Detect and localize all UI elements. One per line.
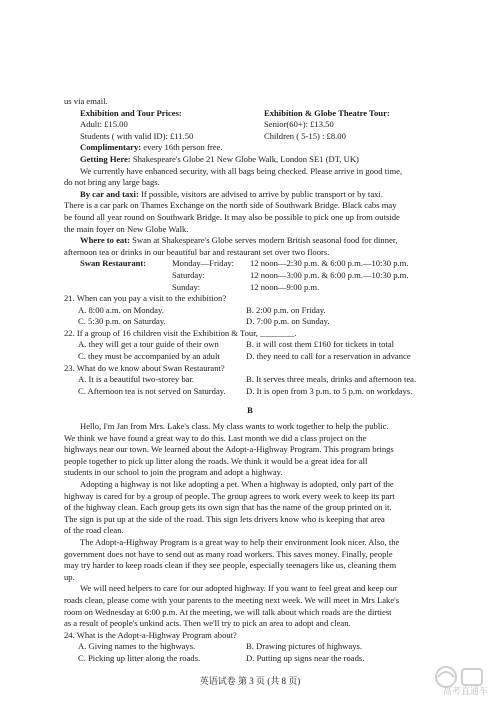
prices-header: [64, 108, 436, 120]
q22-option-a[interactable]: A. they will get a tour guide of their own: [78, 339, 219, 350]
q23-options-cd: [64, 386, 436, 398]
passage-line: up.: [64, 571, 75, 582]
q21-option-a[interactable]: A. 8:00 a.m. on Monday.: [78, 304, 164, 315]
foyer-line: the main foyer on New Globe Walk.: [64, 223, 189, 234]
q24-option-b[interactable]: B. Drawing pictures of highways.: [246, 641, 362, 652]
passage-line: government does not have to send out as many road workers. This saves money. Finally, people: [64, 548, 393, 559]
swan-time-1: 12 noon—2:30 p.m. & 6:00 p.m.—10:30 p.m.: [250, 258, 409, 269]
q22-option-c[interactable]: C. they must be accompanied by an adult: [78, 351, 220, 362]
q21-stem: 21. When can you pay a visit to the exhibition?: [64, 293, 227, 304]
q22-options-cd: [64, 351, 436, 363]
q22-option-d[interactable]: D. they need to call for a reservation in advance: [246, 351, 411, 362]
watermark-text: 高考直通车: [442, 687, 488, 698]
getting-here-line: [64, 154, 436, 166]
q23-option-b[interactable]: B. It serves three meals, drinks and afternoon tea.: [246, 374, 417, 385]
q24-option-c[interactable]: C. Picking up litter along the roads.: [78, 652, 201, 663]
passage-line: Hello, I'm Jan from Mrs. Lake's class. My class wants to work together to help the public.: [80, 421, 389, 432]
where-eat-text: Swan at Shakespeare's Globe serves modern British seasonal food for dinner,: [129, 235, 398, 246]
passage-line: as a result of people's unkind acts. Then we'll try to pick an area to adopt and clean.: [64, 618, 351, 629]
afternoon-tea-line: afternoon tea or drinks in our beautiful bar and restaurant set over two floors.: [64, 246, 330, 257]
cabs-line: be found all year round on Southwark Bridge. It may also be possible to pick one up from outside: [64, 211, 400, 222]
q24-option-a[interactable]: A. Giving names to the highways.: [78, 641, 196, 652]
passage-line: may try harder to keep roads clean if they see people, especially teenagers like us, cleaning them: [64, 560, 397, 571]
complimentary-line: [64, 142, 436, 154]
car-park-line: There is a car park on Thames Exchange on the north side of Southwark Bridge. Black cabs may: [64, 200, 397, 211]
prices-row-1: [64, 119, 436, 131]
swan-row-3: [64, 282, 436, 294]
page-footer: 英语试卷 第 3 页 (共 8 页): [199, 676, 301, 686]
passage-line: people together to pick up litter along the roads. We think it would be a great idea for all: [64, 455, 368, 466]
passage-line: The Adopt-a-Highway Program is a great way to help their environment look nicer. Also, the: [80, 536, 400, 547]
price-students: Students ( with valid ID): £11.50: [80, 130, 194, 141]
q22-options-ab: [64, 339, 436, 351]
getting-here-address: Shakespeare's Globe 21 New Globe Walk, London SE1 (DT, UK): [130, 153, 359, 164]
swan-day-3: Sunday:: [172, 281, 201, 292]
q23-stem: 23. What do we know about Swan Restaurant?: [64, 362, 225, 373]
swan-label: Swan Restaurant:: [80, 258, 147, 269]
car-taxi-text: If possible, visitors are advised to arrive by public transport or by taxi.: [138, 188, 383, 199]
swan-row-2: [64, 270, 436, 282]
prices-heading: Exhibition and Tour Prices:: [80, 107, 182, 118]
passage-line: We think we have found a great way to do this. Last month we did a class project on the: [64, 432, 367, 443]
passage-line: We will need helpers to care for our adopted highway. If you want to feel great and keep our: [80, 583, 398, 594]
passage-line: roads clean, please come with your parents to the meeting next week. We will meet in Mrs Lake's: [64, 594, 400, 605]
swan-day-2: Saturday:: [172, 269, 205, 280]
passage-paragraph-2: [64, 479, 436, 537]
swan-time-3: 12 noon—9:00 p.m.: [250, 281, 320, 292]
getting-here-label: Getting Here:: [80, 153, 131, 164]
q21-option-c[interactable]: C. 5:30 p.m. on Saturday.: [78, 316, 166, 327]
q23-options-ab: [64, 374, 436, 386]
prices-row-2: [64, 131, 436, 143]
passage-paragraph-1: [64, 421, 436, 479]
intro-line: us via email.: [64, 96, 108, 106]
q22-option-b[interactable]: B. it will cost them £160 for tickets in total: [246, 339, 394, 350]
q21-options-cd: [64, 316, 436, 328]
passage-line: of the highway clean. Each group gets its own sign that has the name of the group printed on it.: [64, 502, 392, 513]
passage-line: of the road clean.: [64, 525, 124, 536]
price-senior: Senior(60+): £13.50: [264, 119, 334, 130]
q24-option-d[interactable]: D. Putting up signs near the roads.: [246, 652, 365, 663]
price-adult: Adult: £15.00: [80, 119, 128, 130]
q24-stem: 24. What is the Adopt-a-Highway Program about?: [64, 629, 237, 640]
passage-paragraph-3: [64, 537, 436, 583]
car-taxi-line: [64, 189, 436, 201]
swan-time-2: 12 noon—3:00 p.m. & 6:00 p.m.—10:30 p.m.: [250, 269, 409, 280]
security-line: We currently have enhanced security, with all bags being checked. Please arrive in good time,: [80, 165, 403, 176]
passage-line: highways near our town. We learned about the Adopt-a-Highway Program. This program brings: [64, 444, 394, 455]
complimentary-text: every 16th person free.: [141, 142, 223, 153]
passage-line: highway is cared for by a group of people. The group agrees to work every week to keep its part: [64, 490, 395, 501]
watermark-logo: [416, 663, 492, 701]
q23-option-d[interactable]: D. It is open from 3 p.m. to 5 p.m. on workdays.: [246, 385, 413, 396]
passage-paragraph-4: [64, 583, 436, 629]
q21-options-ab: [64, 305, 436, 317]
bags-line: do not bring any large bags.: [64, 177, 160, 188]
where-eat-line: [64, 235, 436, 247]
passage-line: Adopting a highway is not like adopting a pet. When a highway is adopted, only part of the: [80, 479, 394, 489]
swan-day-1: Monday—Friday:: [172, 258, 235, 269]
q24-options-cd: [64, 653, 436, 665]
passage-line: students in our school to join the program and adopt a highway.: [64, 467, 283, 478]
q21-option-d[interactable]: D. 7:00 p.m. on Sunday.: [246, 316, 330, 327]
q23-option-a[interactable]: A. It is a beautiful two-storey bar.: [78, 374, 194, 385]
q23-option-c[interactable]: C. Afternoon tea is not served on Saturday.: [78, 385, 226, 396]
car-taxi-label: By car and taxi:: [80, 188, 139, 199]
tour-heading: Exhibition & Globe Theatre Tour:: [264, 107, 390, 118]
q24-options-ab: [64, 641, 436, 653]
q21-option-b[interactable]: B. 2:00 p.m. on Friday.: [246, 304, 326, 315]
swan-row-1: [64, 258, 436, 270]
passage-line: room on Wednesday at 6:00 p.m. At the meeting, we will talk about which roads are the dirtiest: [64, 606, 392, 617]
complimentary-label: Complimentary:: [80, 142, 142, 153]
q22-stem: 22. If a group of 16 children visit the Exhibition & Tour, ________.: [64, 327, 297, 338]
where-eat-label: Where to eat:: [80, 235, 130, 246]
passage-line: The sign is put up at the side of the road. This sign lets drivers know who is keeping that area: [64, 513, 385, 524]
section-b-heading: B: [247, 405, 253, 416]
price-children: Children ( 5-15) : £8.00: [264, 130, 346, 141]
